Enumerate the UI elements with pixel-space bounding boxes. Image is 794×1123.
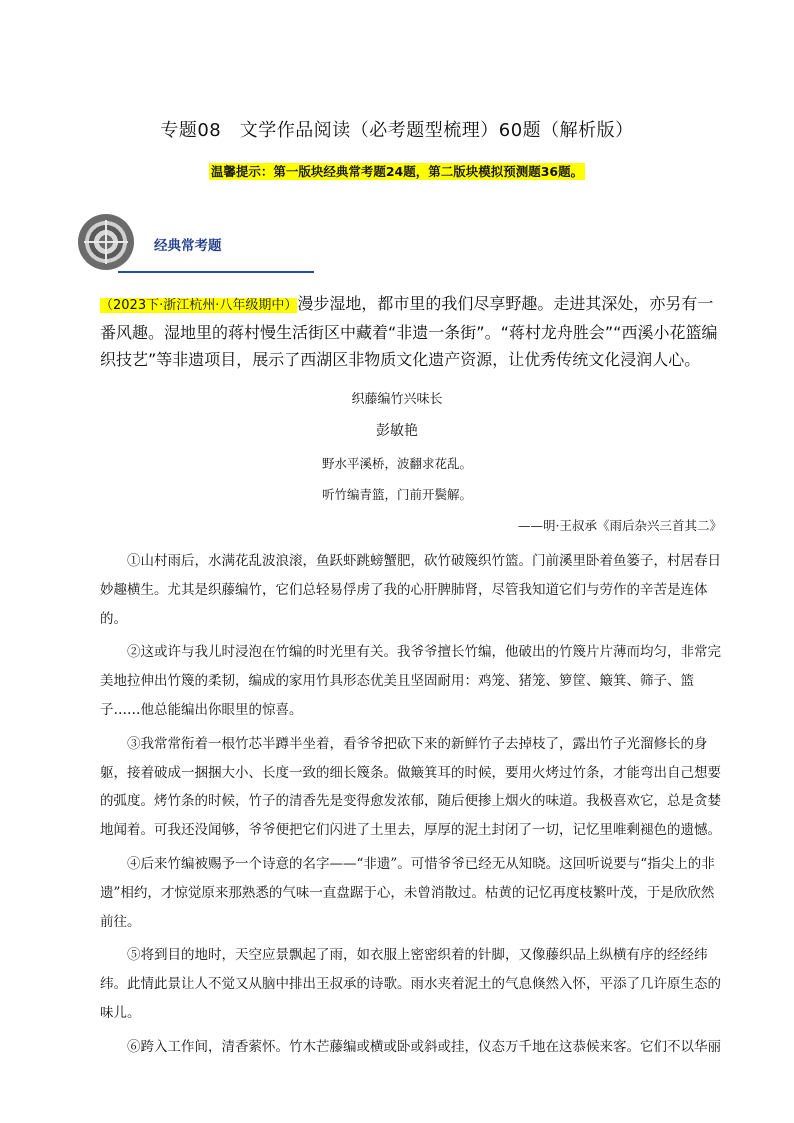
poem-attribution: ——明·王叔承《雨后杂兴三首其二》 [518, 518, 722, 533]
question-source: （2023下·浙江杭州·八年级期中） [100, 298, 298, 313]
paragraph-1: ①山村雨后，水满花乱波浪滚，鱼跃虾跳螃蟹肥，砍竹破篾织竹篮。门前溪里卧着鱼篓子，村居春日妙趣横生。尤其是织藤编竹，它们总轻易俘虏了我的心肝脾肺肾，尽管我知道它们与劳作的辛苦是连体的。 [100, 553, 721, 627]
article-body [100, 547, 726, 1067]
section-header [78, 214, 248, 274]
poem-verse-2: 听竹编青篮，门前开鬓解。 [321, 487, 472, 502]
intro-text: 漫步湿地，都市里的我们尽享野趣。走进其深处，亦另有一番风趣。湿地里的蒋村慢生活街区中藏着“非遗一条街”。“蒋村龙舟胜会”“西溪小花篮编织技艺”等非遗项目，展示了西湖区非物质文化遗产资源，让优秀传统文化浸润人心。 [100, 294, 718, 369]
paragraph-2: ②这或许与我儿时浸泡在竹编的时光里有关。我爷爷擅长竹编，他破出的竹篾片片薄而均匀，非常完美地拉伸出竹篾的柔韧，编成的家用竹具形态优美且坚固耐用：鸡笼、猪笼、箩筐、簸箕、筛子、篮子……他总能编出你眼里的惊喜。 [100, 644, 721, 718]
section-label: 经典常考题 [154, 238, 222, 254]
poem-verse-1: 野水平溪桥，波翻求花乱。 [321, 456, 472, 471]
article-author: 彭敏艳 [376, 423, 418, 439]
target-icon-crosshair-v [105, 220, 107, 264]
intro-paragraph [100, 290, 725, 373]
paragraph-6: ⑥跨入工作间，清香萦怀。竹木芒藤编或横或卧或斜或挂，仪态万千地在这恭候来客。它们不以华丽 [127, 1038, 721, 1055]
paragraph-3: ③我常常衔着一根竹芯半蹲半坐着，看爷爷把砍下来的新鲜竹子去掉枝了，露出竹子光溜修长的身躯，接着破成一捆捆大小、长度一致的细长篾条。做簸箕耳的时候，要用火烤过竹条，才能弯出自己想要的弧度。烤竹条的时候，竹子的清香先是变得愈发浓郁，随后便掺上烟火的味道。我极喜欢它，总是贪婪地闻着。可我还没闻够，爷爷便把它们闪进了土里去，厚厚的泥土封闭了一切，记忆里唯剩褪色的遗憾。 [100, 735, 721, 839]
tip-text: 温馨提示：第一版块经典常考题24题，第二版块模拟预测题36题。 [210, 164, 584, 179]
article-title: 织藤编竹兴味长 [351, 392, 443, 407]
tip-banner [0, 161, 794, 180]
page-title: 专题08 文学作品阅读（必考题型梳理）60题（解析版） [160, 120, 634, 141]
section-underline [118, 271, 314, 273]
paragraph-4: ④后来竹编被赐予一个诗意的名字——“非遗”。可惜爷爷已经无从知晓。这回听说要与“指尖上的非遗”相约，才惊觉原来那熟悉的气味一直盘踞于心，未曾消散过。枯黄的记忆再度枝繁叶茂，于是欣欣然前往。 [100, 855, 715, 930]
paragraph-5: ⑤将到目的地时，天空应景飘起了雨，如衣服上密密织着的针脚，又像藤织品上纵横有序的经经纬纬。此情此景让人不觉又从脑中排出王叔承的诗歌。雨水夹着泥土的气息倏然入怀，平添了几许原生态的味儿。 [100, 947, 721, 1021]
